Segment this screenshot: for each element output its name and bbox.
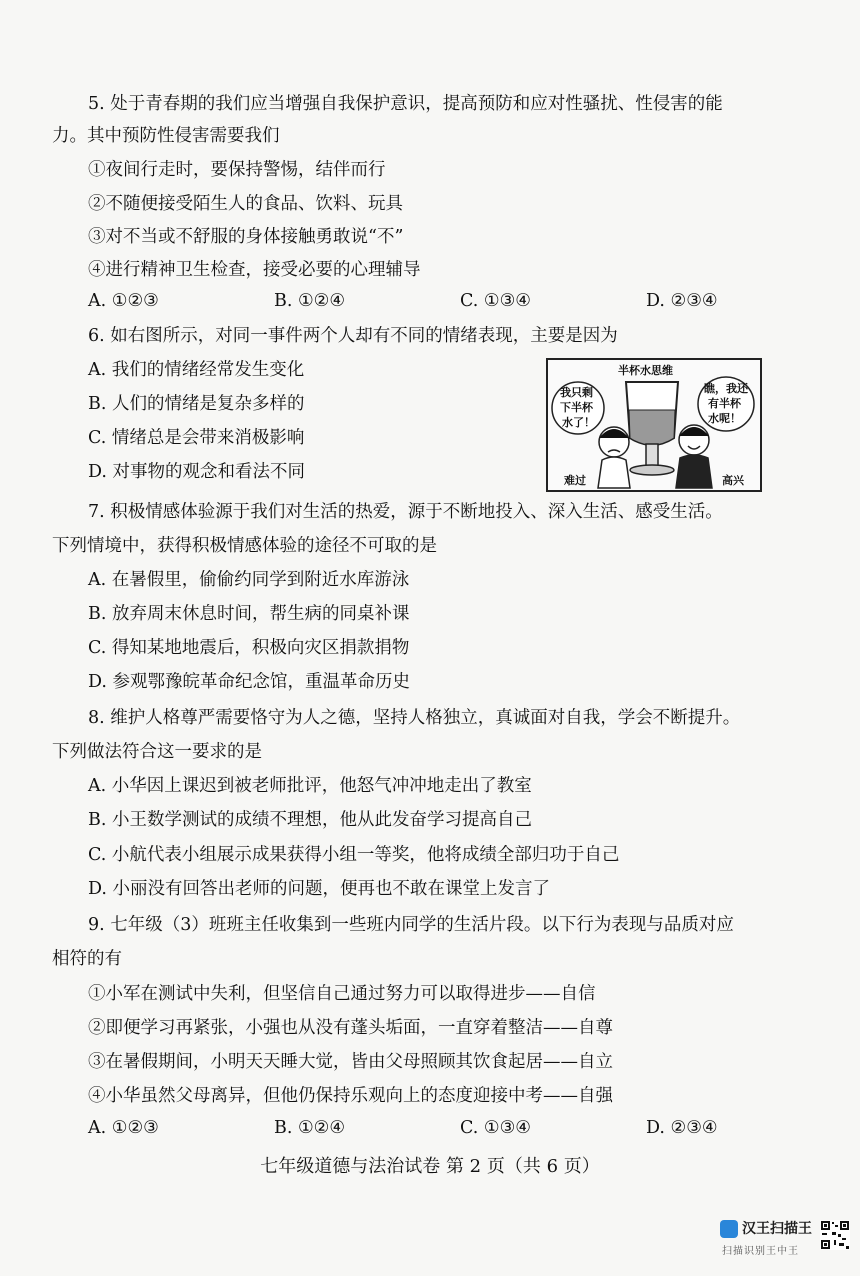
q9-stem-line2: 相符的有 [52, 949, 122, 969]
left-bubble-line1: 我只剩 [560, 386, 593, 399]
left-emotion-label: 难过 [564, 474, 586, 487]
q6-stem: 6. 如右图所示，对同一事件两个人却有不同的情绪表现，主要是因为 [88, 326, 618, 346]
q9-choices [88, 1118, 788, 1144]
q5-item-4: ④进行精神卫生检查，接受必要的心理辅导 [88, 260, 421, 280]
q8-option-c: C. 小航代表小组展示成果获得小组一等奖，他将成绩全部归功于自己 [88, 845, 620, 865]
q5-choice-a: A. ①②③ [88, 291, 159, 311]
q5-choices [88, 291, 788, 317]
q9-choice-b: B. ①②④ [274, 1118, 346, 1138]
q5-choice-b: B. ①②④ [274, 291, 346, 311]
q9-item-3: ③在暑假期间，小明天天睡大觉，皆由父母照顾其饮食起居——自立 [88, 1052, 613, 1072]
q9-choice-c: C. ①③④ [460, 1118, 531, 1138]
q7-option-c: C. 得知某地地震后，积极向灾区捐款捐物 [88, 638, 410, 658]
q5-stem-line1: 5. 处于青春期的我们应当增强自我保护意识，提高预防和应对性骚扰、性侵害的能 [88, 94, 723, 114]
q5-stem-line2: 力。其中预防性侵害需要我们 [52, 126, 280, 146]
qr-code-icon [820, 1220, 850, 1250]
q7-stem-line1: 7. 积极情感体验源于我们对生活的热爱，源于不断地投入、深入生活、感受生活。 [88, 502, 723, 522]
hanwang-logo-icon [720, 1220, 738, 1238]
right-bubble-line1: 瞧，我还 [704, 382, 748, 395]
q6-option-d: D. 对事物的观念和看法不同 [88, 462, 306, 482]
q5-item-2: ②不随便接受陌生人的食品、饮料、玩具 [88, 194, 403, 214]
page-footer: 七年级道德与法治试卷 第 2 页（共 6 页） [260, 1156, 600, 1177]
scanner-watermark [720, 1218, 850, 1268]
q7-option-a: A. 在暑假里，偷偷约同学到附近水库游泳 [88, 570, 410, 590]
q5-item-1: ①夜间行走时，要保持警惕，结伴而行 [88, 160, 386, 180]
q8-option-a: A. 小华因上课迟到被老师批评，他怒气冲冲地走出了教室 [88, 776, 532, 796]
left-bubble-line3: 水了！ [562, 416, 595, 429]
left-bubble-line2: 下半杯 [560, 401, 593, 414]
q8-stem-line2: 下列做法符合这一要求的是 [52, 742, 262, 762]
q9-item-2: ②即便学习再紧张，小强也从没有蓬头垢面，一直穿着整洁——自尊 [88, 1018, 613, 1038]
q9-choice-a: A. ①②③ [88, 1118, 159, 1138]
q7-stem-line2: 下列情境中，获得积极情感体验的途径不可取的是 [52, 536, 437, 556]
q8-option-d: D. 小丽没有回答出老师的问题，便再也不敢在课堂上发言了 [88, 879, 551, 899]
cartoon-title: 半杯水思维 [618, 364, 673, 377]
right-bubble-line3: 水呢！ [708, 412, 741, 425]
q6-option-b: B. 人们的情绪是复杂多样的 [88, 394, 305, 414]
watermark-title: 汉王扫描王 [742, 1221, 812, 1237]
q5-item-3: ③对不当或不舒服的身体接触勇敢说“不” [88, 227, 404, 247]
q5-choice-d: D. ②③④ [646, 291, 718, 311]
right-emotion-label: 高兴 [722, 474, 744, 487]
q9-choice-d: D. ②③④ [646, 1118, 718, 1138]
right-bubble-line2: 有半杯 [708, 397, 741, 410]
q8-option-b: B. 小王数学测试的成绩不理想，他从此发奋学习提高自己 [88, 810, 532, 830]
q5-choice-c: C. ①③④ [460, 291, 531, 311]
q9-item-4: ④小华虽然父母离异，但他仍保持乐观向上的态度迎接中考——自强 [88, 1086, 613, 1106]
q9-item-1: ①小军在测试中失利，但坚信自己通过努力可以取得进步——自信 [88, 984, 596, 1004]
watermark-subtitle: 扫描识别王中王 [722, 1246, 799, 1257]
half-glass-cartoon [546, 358, 762, 492]
q7-option-d: D. 参观鄂豫皖革命纪念馆，重温革命历史 [88, 672, 411, 692]
q6-option-c: C. 情绪总是会带来消极影响 [88, 428, 305, 448]
q9-stem-line1: 9. 七年级（3）班班主任收集到一些班内同学的生活片段。以下行为表现与品质对应 [88, 915, 734, 935]
q6-option-a: A. 我们的情绪经常发生变化 [88, 360, 305, 380]
q7-option-b: B. 放弃周末休息时间，帮生病的同桌补课 [88, 604, 410, 624]
q8-stem-line1: 8. 维护人格尊严需要恪守为人之德，坚持人格独立，真诚面对自我，学会不断提升。 [88, 708, 741, 728]
